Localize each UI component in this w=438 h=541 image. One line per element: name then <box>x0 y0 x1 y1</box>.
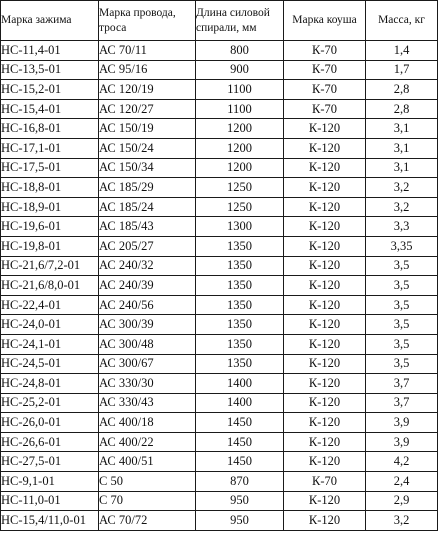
thimble-model-cell: К-70 <box>284 60 366 80</box>
mass-cell: 3,2 <box>366 178 438 198</box>
mass-cell: 3,5 <box>366 354 438 374</box>
table-row <box>1 413 438 433</box>
wire-model-cell: АС 150/19 <box>99 119 196 139</box>
mass-cell: 3,1 <box>366 158 438 178</box>
table-row <box>1 491 438 511</box>
header-spiral-length-line1: Длина силовой <box>196 6 270 19</box>
clamp-model-cell: НС-26,6-01 <box>1 432 99 452</box>
wire-model-cell: АС 70/11 <box>99 41 196 61</box>
wire-model-cell: АС 300/67 <box>99 354 196 374</box>
table-body <box>1 41 438 531</box>
clamp-model-cell: НС-21,6/7,2-01 <box>1 256 99 276</box>
table-row <box>1 138 438 158</box>
wire-model-cell: АС 150/34 <box>99 158 196 178</box>
table-row <box>1 472 438 492</box>
thimble-model-cell: К-120 <box>284 236 366 256</box>
thimble-model-cell: К-120 <box>284 197 366 217</box>
spiral-length-cell: 800 <box>196 41 284 61</box>
table-row <box>1 432 438 452</box>
mass-cell: 3,5 <box>366 334 438 354</box>
thimble-model-cell: К-120 <box>284 452 366 472</box>
spiral-length-cell: 950 <box>196 511 284 531</box>
wire-model-cell: С 50 <box>99 472 196 492</box>
wire-model-cell: АС 400/22 <box>99 432 196 452</box>
clamp-model-cell: НС-27,5-01 <box>1 452 99 472</box>
spiral-length-cell: 1250 <box>196 178 284 198</box>
clamp-model-cell: НС-16,8-01 <box>1 119 99 139</box>
spiral-length-cell: 1200 <box>196 138 284 158</box>
table-row <box>1 334 438 354</box>
spiral-length-cell: 900 <box>196 60 284 80</box>
table-row <box>1 178 438 198</box>
spiral-length-cell: 1350 <box>196 276 284 296</box>
thimble-model-cell: К-120 <box>284 119 366 139</box>
table-row <box>1 119 438 139</box>
thimble-model-cell: К-120 <box>284 138 366 158</box>
wire-model-cell: АС 300/48 <box>99 334 196 354</box>
header-wire-model-line1: Марка провода, <box>99 6 176 19</box>
thimble-model-cell: К-120 <box>284 354 366 374</box>
spiral-length-cell: 1350 <box>196 236 284 256</box>
spiral-length-cell: 1100 <box>196 99 284 119</box>
mass-cell: 3,7 <box>366 393 438 413</box>
wire-model-cell: АС 240/56 <box>99 295 196 315</box>
wire-model-cell: АС 300/39 <box>99 315 196 335</box>
mass-cell: 2,9 <box>366 491 438 511</box>
mass-cell: 1,7 <box>366 60 438 80</box>
mass-cell: 3,7 <box>366 374 438 394</box>
mass-cell: 3,1 <box>366 119 438 139</box>
table-header <box>1 1 438 41</box>
thimble-model-cell: К-70 <box>284 472 366 492</box>
table-row <box>1 354 438 374</box>
wire-model-cell: АС 70/72 <box>99 511 196 531</box>
spiral-length-cell: 1450 <box>196 452 284 472</box>
thimble-model-cell: К-120 <box>284 334 366 354</box>
header-clamp-model: Марка зажима <box>1 1 99 41</box>
clamp-model-cell: НС-24,5-01 <box>1 354 99 374</box>
mass-cell: 3,5 <box>366 295 438 315</box>
table-row <box>1 452 438 472</box>
wire-model-cell: АС 120/19 <box>99 80 196 100</box>
spiral-length-cell: 1100 <box>196 80 284 100</box>
mass-cell: 3,3 <box>366 217 438 237</box>
thimble-model-cell: К-70 <box>284 80 366 100</box>
mass-cell: 3,2 <box>366 511 438 531</box>
table-row <box>1 158 438 178</box>
clamp-model-cell: НС-15,4/11,0-01 <box>1 511 99 531</box>
clamp-model-cell: НС-24,0-01 <box>1 315 99 335</box>
spiral-length-cell: 1350 <box>196 354 284 374</box>
wire-model-cell: АС 400/51 <box>99 452 196 472</box>
spiral-length-cell: 1300 <box>196 217 284 237</box>
clamp-model-cell: НС-24,8-01 <box>1 374 99 394</box>
clamp-model-cell: НС-26,0-01 <box>1 413 99 433</box>
mass-cell: 3,5 <box>366 315 438 335</box>
table-row <box>1 276 438 296</box>
thimble-model-cell: К-120 <box>284 276 366 296</box>
clamp-model-cell: НС-15,2-01 <box>1 80 99 100</box>
thimble-model-cell: К-120 <box>284 413 366 433</box>
wire-model-cell: АС 185/24 <box>99 197 196 217</box>
mass-cell: 3,5 <box>366 256 438 276</box>
wire-model-cell: АС 150/24 <box>99 138 196 158</box>
clamp-model-cell: НС-19,8-01 <box>1 236 99 256</box>
clamp-model-cell: НС-17,5-01 <box>1 158 99 178</box>
mass-cell: 2,8 <box>366 80 438 100</box>
spiral-length-cell: 1250 <box>196 197 284 217</box>
header-wire-model-line2: троса <box>99 21 127 34</box>
thimble-model-cell: К-120 <box>284 511 366 531</box>
spiral-length-cell: 870 <box>196 472 284 492</box>
thimble-model-cell: К-70 <box>284 99 366 119</box>
wire-model-cell: АС 240/39 <box>99 276 196 296</box>
spiral-length-cell: 1350 <box>196 295 284 315</box>
header-spiral-length <box>196 1 284 41</box>
spiral-length-cell: 1200 <box>196 158 284 178</box>
wire-model-cell: АС 185/29 <box>99 178 196 198</box>
wire-model-cell: С 70 <box>99 491 196 511</box>
clamp-model-cell: НС-17,1-01 <box>1 138 99 158</box>
wire-model-cell: АС 120/27 <box>99 99 196 119</box>
mass-cell: 2,8 <box>366 99 438 119</box>
header-mass: Масса, кг <box>366 1 438 41</box>
header-row <box>1 1 438 41</box>
clamp-model-cell: НС-25,2-01 <box>1 393 99 413</box>
table-row <box>1 80 438 100</box>
clamp-model-cell: НС-15,4-01 <box>1 99 99 119</box>
table-row <box>1 197 438 217</box>
clamp-model-cell: НС-13,5-01 <box>1 60 99 80</box>
thimble-model-cell: К-120 <box>284 491 366 511</box>
spiral-length-cell: 1350 <box>196 315 284 335</box>
thimble-model-cell: К-120 <box>284 256 366 276</box>
spiral-length-cell: 1350 <box>196 256 284 276</box>
thimble-model-cell: К-120 <box>284 295 366 315</box>
clamp-model-cell: НС-18,8-01 <box>1 178 99 198</box>
header-spiral-length-line2: спирали, мм <box>196 21 257 34</box>
thimble-model-cell: К-120 <box>284 393 366 413</box>
clamp-model-cell: НС-19,6-01 <box>1 217 99 237</box>
clamp-model-cell: НС-24,1-01 <box>1 334 99 354</box>
mass-cell: 3,9 <box>366 413 438 433</box>
thimble-model-cell: К-120 <box>284 158 366 178</box>
thimble-model-cell: К-120 <box>284 315 366 335</box>
spiral-length-cell: 950 <box>196 491 284 511</box>
spiral-length-cell: 1350 <box>196 334 284 354</box>
table-row <box>1 511 438 531</box>
clamp-model-cell: НС-11,4-01 <box>1 41 99 61</box>
mass-cell: 3,35 <box>366 236 438 256</box>
table-row <box>1 41 438 61</box>
wire-model-cell: АС 400/18 <box>99 413 196 433</box>
header-wire-model <box>99 1 196 41</box>
mass-cell: 3,9 <box>366 432 438 452</box>
table-row <box>1 217 438 237</box>
table-row <box>1 295 438 315</box>
wire-model-cell: АС 330/43 <box>99 393 196 413</box>
table-row <box>1 99 438 119</box>
wire-model-cell: АС 185/43 <box>99 217 196 237</box>
table-row <box>1 236 438 256</box>
mass-cell: 4,2 <box>366 452 438 472</box>
mass-cell: 3,1 <box>366 138 438 158</box>
mass-cell: 2,4 <box>366 472 438 492</box>
spiral-length-cell: 1450 <box>196 413 284 433</box>
clamp-model-cell: НС-21,6/8,0-01 <box>1 276 99 296</box>
spiral-length-cell: 1200 <box>196 119 284 139</box>
wire-model-cell: АС 330/30 <box>99 374 196 394</box>
mass-cell: 1,4 <box>366 41 438 61</box>
spiral-length-cell: 1400 <box>196 374 284 394</box>
table-row <box>1 374 438 394</box>
table-row <box>1 60 438 80</box>
spiral-length-cell: 1400 <box>196 393 284 413</box>
thimble-model-cell: К-120 <box>284 432 366 452</box>
clamp-model-cell: НС-18,9-01 <box>1 197 99 217</box>
thimble-model-cell: К-120 <box>284 178 366 198</box>
thimble-model-cell: К-70 <box>284 41 366 61</box>
clamp-model-cell: НС-9,1-01 <box>1 472 99 492</box>
header-thimble-model: Марка коуша <box>284 1 366 41</box>
mass-cell: 3,5 <box>366 276 438 296</box>
thimble-model-cell: К-120 <box>284 217 366 237</box>
wire-model-cell: АС 240/32 <box>99 256 196 276</box>
table-row <box>1 315 438 335</box>
table-row <box>1 393 438 413</box>
thimble-model-cell: К-120 <box>284 374 366 394</box>
table-row <box>1 256 438 276</box>
wire-model-cell: АС 205/27 <box>99 236 196 256</box>
spiral-length-cell: 1450 <box>196 432 284 452</box>
clamp-model-cell: НС-11,0-01 <box>1 491 99 511</box>
mass-cell: 3,2 <box>366 197 438 217</box>
clamp-model-cell: НС-22,4-01 <box>1 295 99 315</box>
wire-model-cell: АС 95/16 <box>99 60 196 80</box>
